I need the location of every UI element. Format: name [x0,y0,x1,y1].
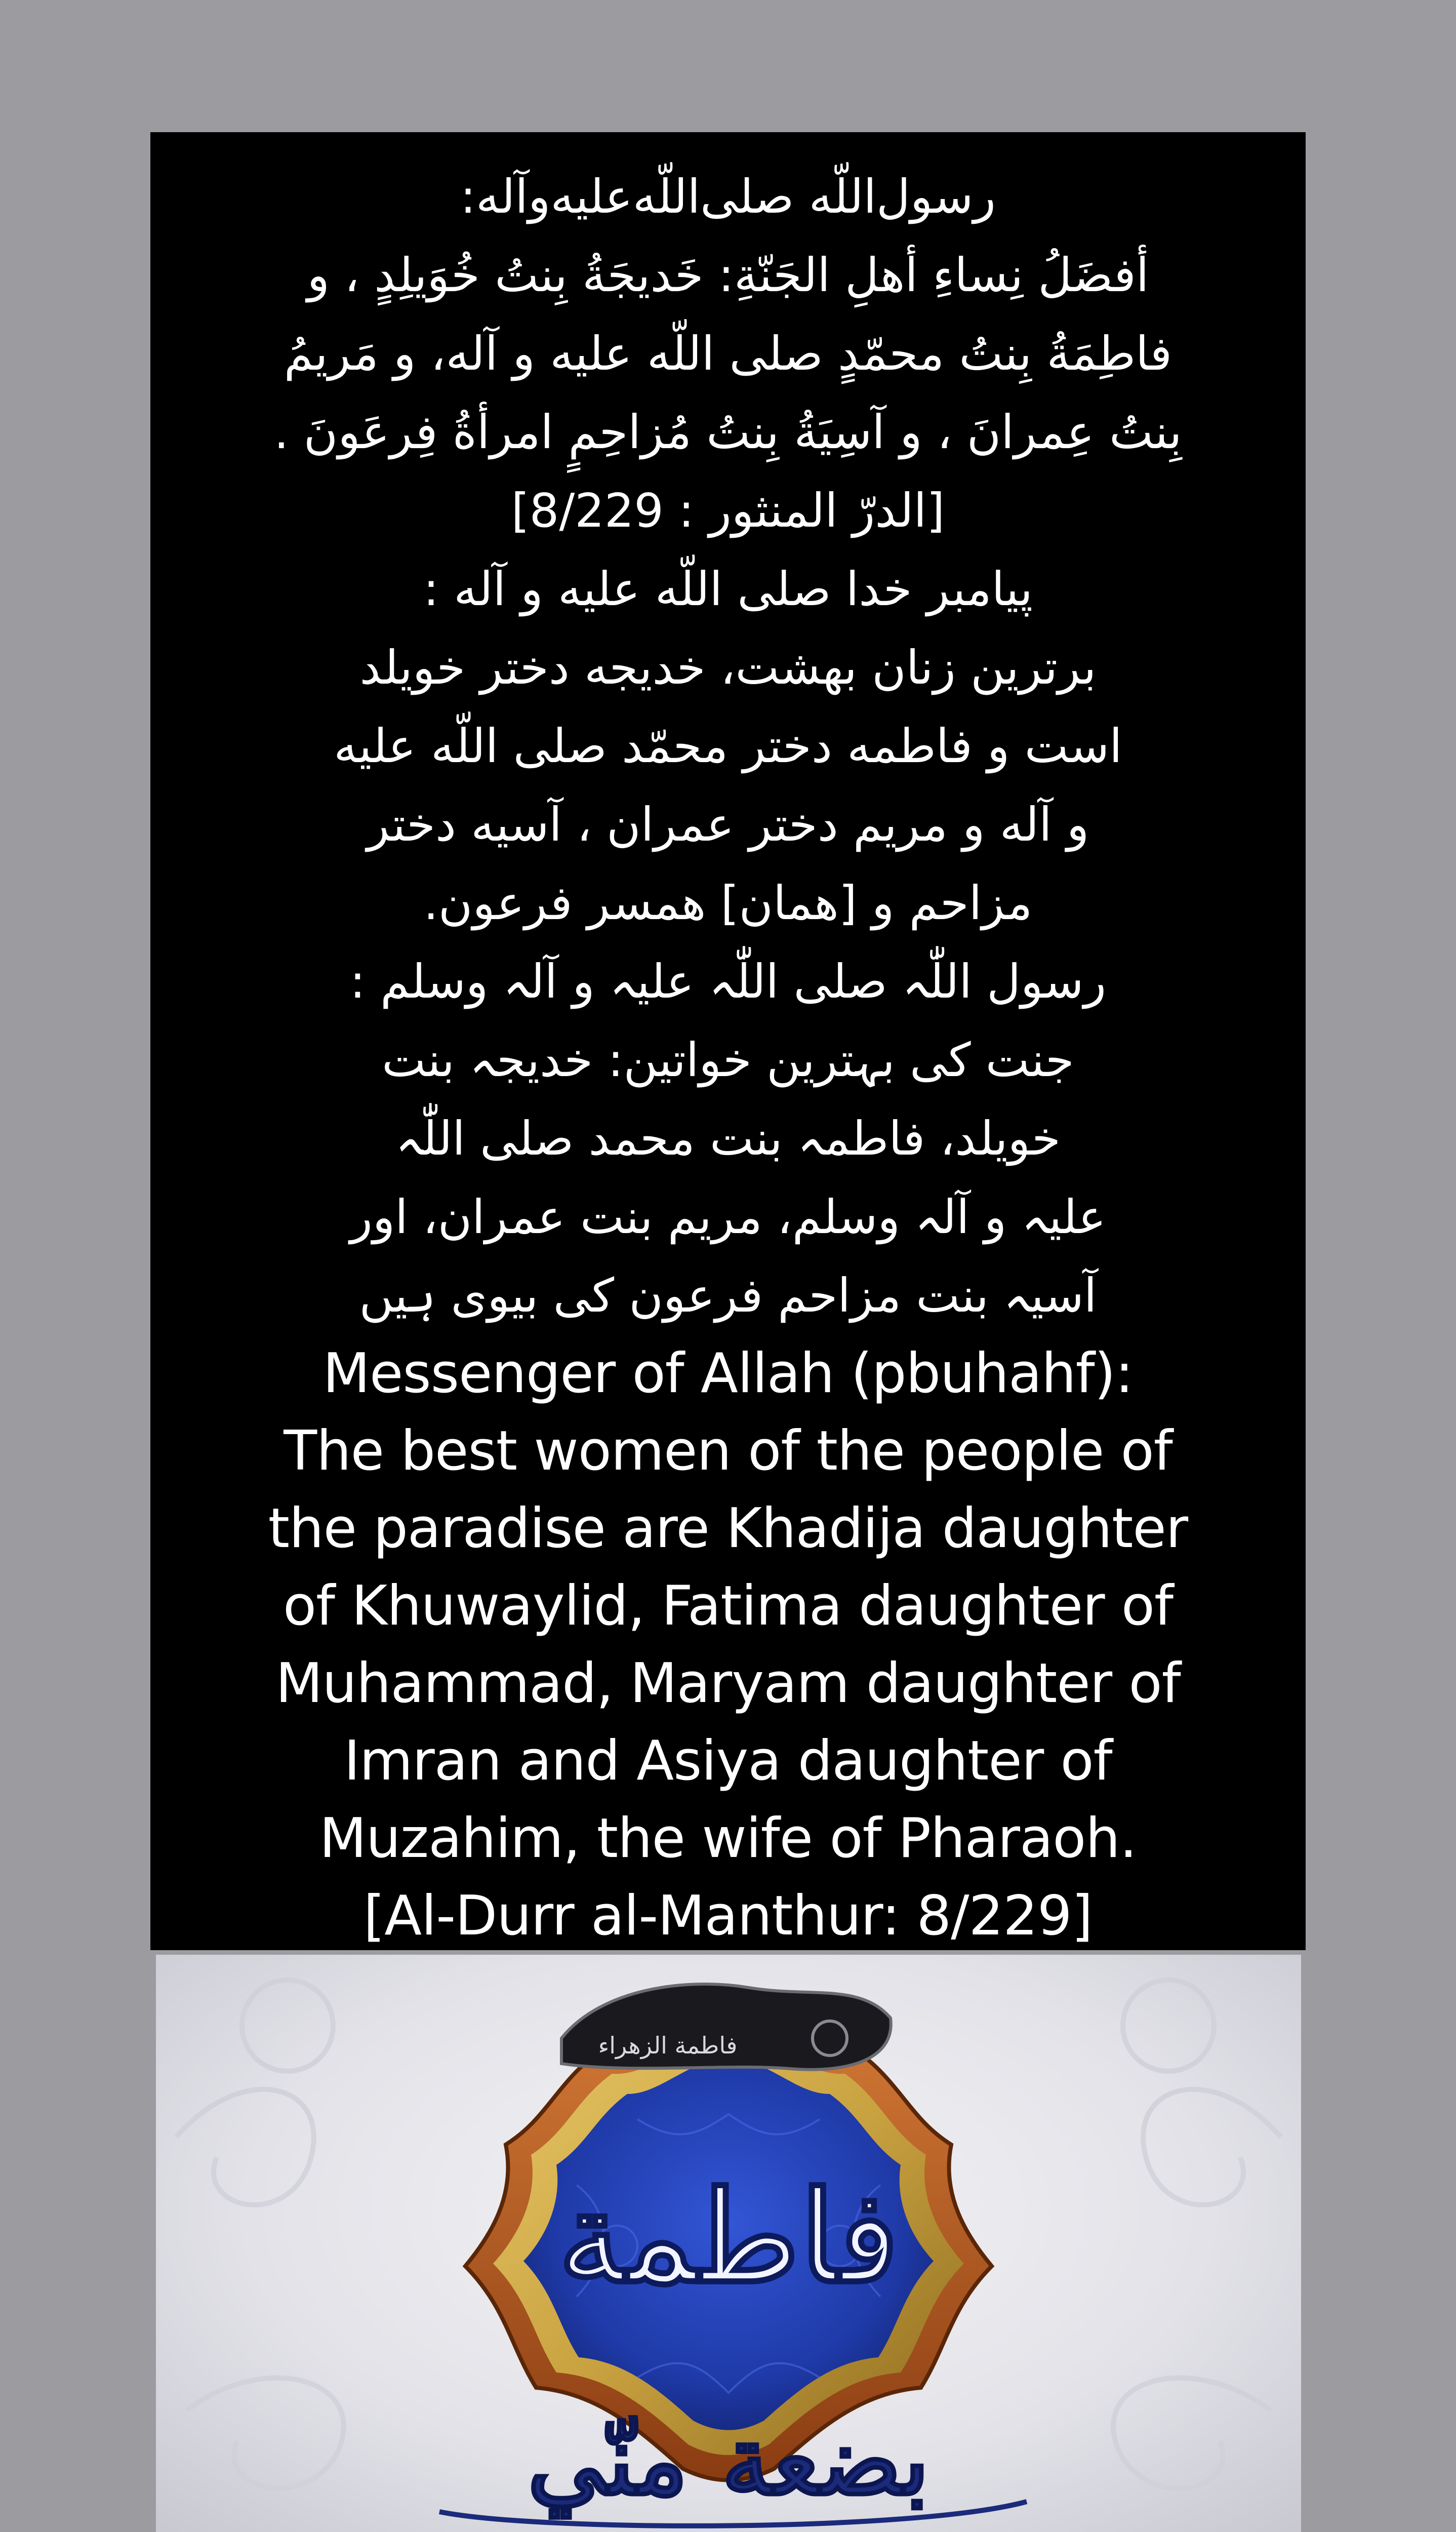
arabic-line: بِنتُ عِمرانَ ، و آسِيَةُ بِنتُ مُزاحِمٍ امرأةُ فِرعَونَ . [274,405,1182,459]
arabic-line: أفضَلُ نِساءِ أهلِ الجَنّةِ: خَديجَةُ بِنتُ خُوَيلِدٍ ، و [307,248,1149,302]
english-line: the paradise are Khadija daughter [268,1497,1188,1560]
badge-text: فاطمة الزهراء [598,2032,738,2059]
urdu-line: رسول اللّٰہ صلی اللّٰہ علیہ و آلہ وسلم : [349,955,1107,1009]
arabic-hadith [171,157,1285,550]
urdu-line: آسیہ بنت مزاحم فرعون کی بیوی ہیں [359,1269,1097,1323]
persian-line: پيامبر خدا صلى اللّه عليه و آله : [423,562,1033,616]
english-source: [Al-Durr al-Manthur: 8/229] [363,1884,1093,1948]
arabic-line: رسول‌اللّه صلی‌اللّه‌علیه‌وآله: [460,170,996,224]
urdu-line: علیہ و آلہ وسلم، مریم بنت عمران، اور [350,1190,1106,1244]
calligraphy-main-text: فاطمة [558,2162,899,2311]
persian-line: برترين زنان بهشت، خديجه دختر خويلد [359,641,1097,695]
english-line: Messenger of Allah (pbuhahf): [322,1342,1134,1405]
calligraphy-artwork [156,1955,1301,2532]
persian-line: و آله و مريم دختر عمران ، آسيه دختر [367,798,1089,852]
english-translation [171,1335,1285,1955]
persian-line: مزاحم و [همان] همسر فرعون. [423,876,1033,930]
english-line: Imran and Asiya daughter of [344,1729,1112,1793]
english-line: Muhammad, Maryam daughter of [275,1652,1181,1715]
english-line: of Khuwaylid, Fatima daughter of [282,1574,1174,1638]
arabic-line: فاطِمَةُ بِنتُ محمّدٍ صلى اللّه عليه و آله، و مَريمُ [284,327,1172,381]
urdu-translation [171,942,1285,1335]
calligraphy-banner-text: بضعة منّي [527,2404,930,2517]
quote-card [150,132,1306,1950]
english-line: Muzahim, the wife of Pharaoh. [319,1807,1137,1870]
persian-line: است و فاطمه دختر محمّد صلى اللّه عليه [334,719,1122,773]
english-line: The best women of the people of [284,1419,1172,1483]
urdu-line: خویلد، فاطمہ بنت محمد صلی اللّٰہ [395,1112,1061,1166]
arabic-source: [الدرّ المنثور : 8/229] [511,484,945,538]
persian-translation [171,550,1285,942]
urdu-line: جنت کی بہترین خواتین: خدیجہ بنت [382,1033,1074,1087]
